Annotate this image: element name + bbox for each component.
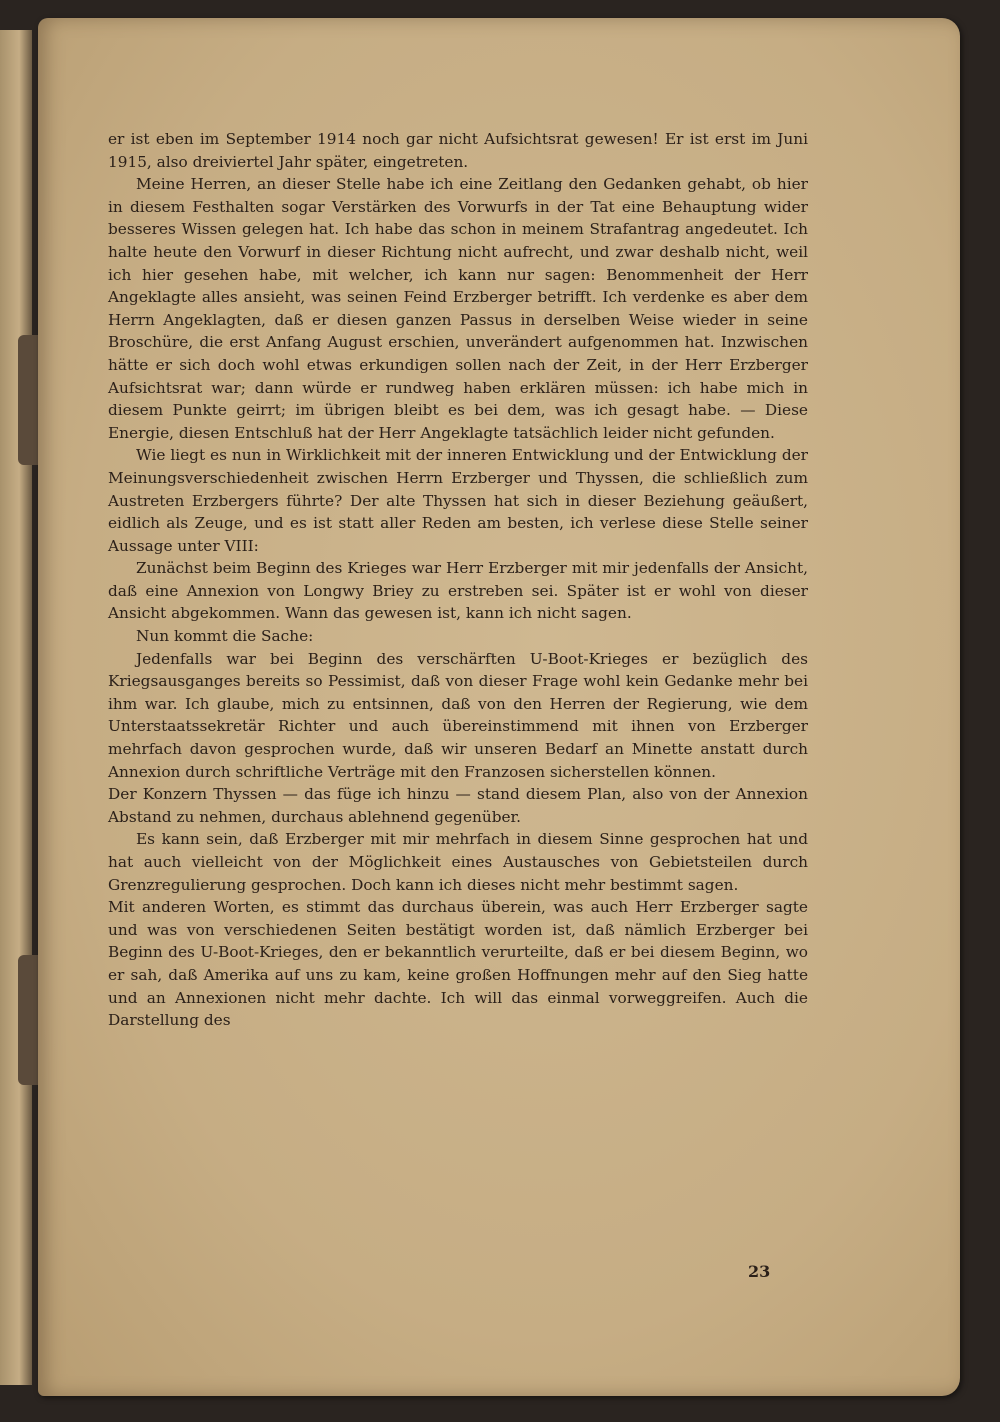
page-body [108, 128, 808, 1032]
line-nun-kommt: Nun kommt die Sache: [136, 627, 314, 646]
quote-es-kann-sein: Es kann sein, daß Erzberger mit mir mehrfach in diesem Sinne gesprochen hat und hat auch vielleicht von der Möglichkeit eines Austausches von Gebietsteilen durch Grenzregulierung gesprochen. Doch kann ich dieses nicht mehr bestimmt sagen. [108, 830, 808, 894]
paragraph-wie-liegt: Wie liegt es nun in Wirklichkeit mit der inneren Entwicklung und der Entwicklung der Meinungsverschiedenheit zwischen Herrn Erzberger und Thyssen, die schließlich zum Austreten Erzbergers führte? Der alte Thyssen hat sich in dieser Beziehung geäußert, eidlich als Zeuge, und es ist statt aller Reden am besten, ich verlese diese Stelle seiner Aussage unter VIII: [108, 446, 808, 555]
quote-jedenfalls: Jedenfalls war bei Beginn des verschärften U-Boot-Krieges er bezüglich des Kriegsausganges bereits so Pessimist, daß von dieser Frage wohl kein Gedanke mehr bei ihm war. Ich glaube, mich zu entsinnen, daß von den Herren der Regierung, wie dem Unterstaatssekretär Richter und auch übereinstimmend mit ihnen von Erzberger mehrfach davon gesprochen wurde, daß wir unseren Bedarf an Minette anstatt durch Annexion durch schriftliche Verträge mit den Franzosen sicherstellen können. [108, 649, 808, 781]
paragraph-konzern: Der Konzern Thyssen — das füge ich hinzu — stand diesem Plan, also von der Annexion Abstand zu nehmen, durchaus ablehnend gegenüber. [108, 785, 808, 826]
page-number: 23 [748, 1262, 771, 1281]
quote-zunaechst: Zunächst beim Beginn des Krieges war Herr Erzberger mit mir jedenfalls der Ansicht, daß eine Annexion von Longwy Briey zu erstreben sei. Später ist er wohl von dieser Ansicht abgekommen. Wann das gewesen ist, kann ich nicht sagen. [108, 559, 808, 623]
left-page-edge [0, 30, 32, 1385]
paragraph-meine-herren: Meine Herren, an dieser Stelle habe ich eine Zeitlang den Gedanken gehabt, ob hier in diesem Festhalten sogar Verstärken des Vorwurfs in der Tat eine Behauptung wider besseres Wissen gelegen hat. Ich habe das schon in meinem Strafantrag angedeutet. Ich halte heute den Vorwurf in dieser Richtung nicht aufrecht, und zwar deshalb nicht, weil ich hier gesehen habe, mit welcher, ich kann nur sagen: Benommenheit der Herr Angeklagte alles ansieht, was seinen Feind Erzberger betrifft. Ich verdenke es aber dem Herrn Angeklagten, daß er diesen ganzen Passus in derselben Weise wieder in seine Broschüre, die erst Anfang August erschien, unverändert aufgenommen hat. Inzwischen hätte er sich doch wohl etwas erkundigen sollen nach der Zeit, in der Herr Erzberger Aufsichtsrat war; dann würde er rundweg haben erklären müssen: ich habe mich in diesem Punkte geirrt; im übrigen bleibt es bei dem, was ich gesagt habe. — Diese Energie, diesen Entschluß hat der Herr Angeklagte tatsächlich leider nicht gefunden. [108, 175, 808, 442]
paragraph-mit-anderen-worten: Mit anderen Worten, es stimmt das durchaus überein, was auch Herr Erzberger sagte und was von verschiedenen Seiten bestätigt worden ist, daß nämlich Erzberger bei Beginn des U-Boot-Krieges, den er bekanntlich verurteilte, daß er bei diesem Beginn, wo er sah, daß Amerika auf uns zu kam, keine großen Hoffnungen mehr auf den Sieg hatte und an Annexionen nicht mehr dachte. Ich will das einmal vorweggreifen. Auch die Darstellung des [108, 898, 808, 1030]
paragraph-continuation: er ist eben im September 1914 noch gar nicht Aufsichtsrat gewesen! Er ist erst im Juni 1915, also dreiviertel Jahr später, eingetreten. [108, 130, 808, 171]
